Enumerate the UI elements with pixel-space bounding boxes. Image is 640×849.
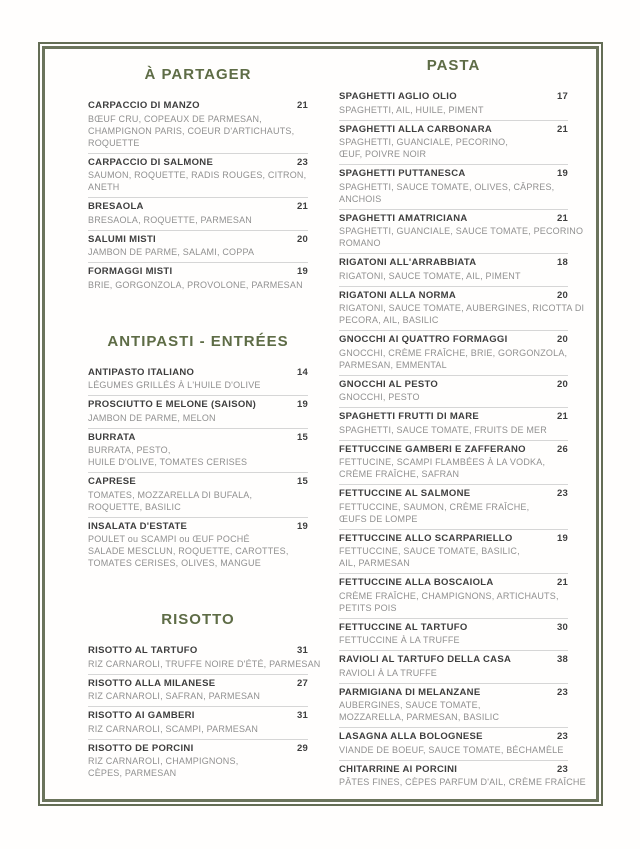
- item-description-line: VIANDE DE BOEUF, SAUCE TOMATE, BÉCHAMÈLE: [339, 744, 564, 755]
- item-description-line: LÉGUMES GRILLÉS À L'HUILE D'OLIVE: [88, 380, 261, 390]
- item-description-line: PÂTES FINES, CÈPES PARFUM D'AIL, CRÈME FRAÎCHE: [339, 777, 586, 787]
- item-name: BURRATA: [88, 431, 136, 443]
- item-description-line: CRÈME FRAÎCHE, SAFRAN: [339, 469, 460, 479]
- menu-item-row: [88, 476, 308, 489]
- item-description-line: RIZ CARNAROLI, SCAMPI, PARMESAN: [88, 723, 259, 734]
- item-description-line: RIZ CARNAROLI, CHAMPIGNONS,: [88, 756, 239, 766]
- item-price: 21: [557, 212, 568, 224]
- item-name: FETTUCCINE ALLA BOSCAIOLA: [339, 577, 494, 588]
- item-price: 15: [297, 431, 308, 443]
- item-name: RISOTTO DE PORCINI: [88, 742, 194, 754]
- item-description-line: AUBERGINES, SAUCE TOMATE,: [339, 700, 481, 710]
- menu-item: [88, 642, 321, 675]
- item-name: CARPACCIO DI SALMONE: [88, 156, 214, 168]
- item-description-line: CHAMPIGNON PARIS, COEUR D'ARTICHAUTS,: [88, 125, 295, 136]
- menu-item-row: [88, 432, 308, 445]
- menu-item: [88, 364, 308, 397]
- menu-item-row: [339, 533, 568, 546]
- item-description-line: RAVIOLI À LA TRUFFE: [339, 667, 437, 678]
- menu-item: [339, 728, 568, 761]
- item-price: 23: [557, 686, 568, 698]
- menu-item-row: [339, 379, 568, 392]
- section-title: ANTIPASTI - ENTRÉES: [107, 332, 289, 350]
- item-description-line: GNOCCHI, CRÈME FRAÎCHE, BRIE, GORGONZOLA,: [339, 347, 568, 358]
- item-price: 19: [297, 399, 308, 410]
- menu-item-row: [339, 91, 568, 104]
- item-name: CARPACCIO DI MANZO: [88, 100, 200, 111]
- item-price: 23: [557, 731, 568, 742]
- item-description-line: ANCHOIS: [339, 193, 382, 204]
- item-name: GNOCCHI AL PESTO: [339, 378, 439, 390]
- menu-item: [339, 121, 568, 166]
- menu-item: [88, 263, 308, 295]
- item-description-line: ŒUFS DE LOMPE: [339, 513, 418, 524]
- item-name: SPAGHETTI ALLA CARBONARA: [339, 123, 493, 135]
- item-name: RIGATONI ALL'ARRABBIATA: [339, 257, 477, 268]
- item-name: FETTUCCINE ALLO SCARPARIELLO: [339, 532, 513, 544]
- item-description-line: BURRATA, PESTO,: [88, 445, 171, 455]
- item-price: 18: [557, 257, 568, 268]
- menu-item: [88, 154, 308, 199]
- menu-item-row: [88, 367, 308, 380]
- menu-item-row: [88, 234, 308, 247]
- item-name: INSALATA D'ESTATE: [88, 520, 188, 532]
- item-description-line: FETTUCCINE, SAUMON, CRÈME FRAÎCHE,: [339, 501, 530, 512]
- item-description-line: HUILE D'OLIVE, TOMATES CERISES: [88, 457, 248, 467]
- item-description-line: FETTUCCINE À LA TRUFFE: [339, 635, 460, 645]
- item-description-line: BRESAOLA, ROQUETTE, PARMESAN: [88, 214, 252, 225]
- item-name: GNOCCHI AI QUATTRO FORMAGGI: [339, 334, 508, 345]
- item-description-line: RIGATONI, SAUCE TOMATE, AUBERGINES, RICOTTA DI: [339, 303, 585, 313]
- item-description-line: SPAGHETTI, AIL, HUILE, PIMENT: [339, 104, 484, 115]
- item-name: RISOTTO AI GAMBERI: [88, 710, 195, 721]
- menu-item-row: [88, 645, 308, 658]
- item-name: FETTUCCINE AL TARTUFO: [339, 621, 468, 633]
- menu-item: [339, 88, 568, 121]
- item-description-line: AIL, PARMESAN: [339, 558, 410, 568]
- menu-item-row: [339, 687, 568, 700]
- menu-item: [339, 761, 586, 793]
- item-description-line: TOMATES CERISES, OLIVES, MANGUE: [88, 558, 261, 568]
- menu-item-row: [339, 654, 568, 667]
- item-name: RAVIOLI AL TARTUFO DELLA CASA: [339, 654, 512, 665]
- item-name: BRESAOLA: [88, 201, 144, 212]
- item-description-line: JAMBON DE PARME, MELON: [88, 412, 216, 423]
- item-price: 19: [557, 168, 568, 179]
- item-description-line: BŒUF CRU, COPEAUX DE PARMESAN,: [88, 113, 262, 124]
- menu-section: [339, 55, 586, 792]
- menu-item-row: [339, 257, 568, 270]
- item-description-line: PARMESAN, EMMENTAL: [339, 359, 447, 370]
- item-description-line: RIZ CARNAROLI, SAFRAN, PARMESAN: [88, 691, 261, 701]
- menu-item-row: [88, 100, 308, 113]
- item-price: 20: [557, 334, 568, 345]
- menu-item: [339, 376, 568, 409]
- item-description-line: ROMANO: [339, 238, 381, 248]
- menu-item: [339, 408, 568, 441]
- menu-item: [339, 287, 585, 332]
- item-description-line: CRÈME FRAÎCHE, CHAMPIGNONS, ARTICHAUTS,: [339, 590, 559, 601]
- item-name: RIGATONI ALLA NORMA: [339, 289, 457, 301]
- item-name: SPAGHETTI FRUTTI DI MARE: [339, 411, 480, 422]
- menu-item-row: [88, 157, 308, 170]
- item-name: SPAGHETTI AGLIO OLIO: [339, 91, 457, 102]
- item-description-line: ROQUETTE, BASILIC: [88, 501, 181, 512]
- item-name: FORMAGGI MISTI: [88, 266, 173, 277]
- item-price: 29: [297, 742, 308, 754]
- menu-column-right: [339, 50, 586, 792]
- item-price: 23: [557, 763, 568, 775]
- menu-item: [339, 165, 568, 210]
- menu-item: [339, 574, 568, 619]
- menu-item-row: [339, 622, 568, 635]
- item-price: 17: [557, 91, 568, 102]
- menu-item: [88, 231, 308, 264]
- item-description-line: RIZ CARNAROLI, TRUFFE NOIRE D'ÉTÉ, PARMESAN: [88, 658, 321, 669]
- menu-item: [339, 684, 568, 729]
- item-name: RISOTTO AL TARTUFO: [88, 645, 198, 656]
- menu-item: [339, 441, 568, 486]
- item-description-line: FETTUCCINE, SAUCE TOMATE, BASILIC,: [339, 546, 520, 556]
- item-price: 23: [557, 488, 568, 499]
- item-name: PARMIGIANA DI MELANZANE: [339, 686, 481, 698]
- menu-item: [88, 675, 308, 708]
- item-description-line: CÈPES, PARMESAN: [88, 768, 177, 778]
- item-description-line: JAMBON DE PARME, SALAMI, COPPA: [88, 247, 255, 257]
- menu-section: [88, 331, 308, 574]
- item-price: 14: [297, 366, 308, 378]
- menu-item-row: [88, 678, 308, 691]
- menu-item-row: [339, 124, 568, 137]
- item-price: 30: [557, 621, 568, 633]
- item-price: 20: [557, 289, 568, 301]
- menu-column-left: [88, 50, 321, 792]
- item-description-line: ROQUETTE: [88, 137, 140, 148]
- menu-item: [339, 254, 568, 287]
- item-name: RISOTTO ALLA MILANESE: [88, 677, 216, 689]
- item-price: 20: [297, 233, 308, 245]
- item-description-line: MOZZARELLA, PARMESAN, BASILIC: [339, 712, 500, 722]
- menu-item-row: [88, 266, 308, 279]
- item-description-line: SPAGHETTI, GUANCIALE, SAUCE TOMATE, PECORINO: [339, 226, 584, 236]
- item-name: PROSCIUTTO E MELONE (SAISON): [88, 399, 257, 410]
- item-name: SPAGHETTI AMATRICIANA: [339, 212, 468, 224]
- menu-item: [88, 198, 308, 231]
- section-title: PASTA: [426, 57, 481, 74]
- menu-item-row: [339, 411, 568, 424]
- menu-item-row: [339, 213, 568, 226]
- item-description-line: SPAGHETTI, SAUCE TOMATE, FRUITS DE MER: [339, 424, 547, 435]
- menu-item-row: [88, 743, 308, 756]
- item-description-line: BRIE, GORGONZOLA, PROVOLONE, PARMESAN: [88, 279, 303, 290]
- item-description-line: PECORA, AIL, BASILIC: [339, 315, 439, 325]
- item-description-line: RIGATONI, SAUCE TOMATE, AIL, PIMENT: [339, 270, 521, 281]
- item-description-line: PETITS POIS: [339, 602, 397, 613]
- item-price: 21: [557, 577, 568, 588]
- menu-item: [339, 331, 568, 376]
- item-name: SALUMI MISTI: [88, 233, 156, 245]
- item-description-line: TOMATES, MOZZARELLA DI BUFALA,: [88, 489, 253, 500]
- section-title: RISOTTO: [161, 611, 235, 628]
- menu-item-row: [88, 399, 308, 412]
- item-description-line: GNOCCHI, PESTO: [339, 392, 420, 402]
- item-price: 23: [297, 156, 308, 168]
- menu-item-row: [88, 201, 308, 214]
- menu-item-row: [339, 444, 568, 457]
- item-description-line: POULET ou SCAMPI ou ŒUF POCHÉ: [88, 534, 250, 544]
- menu-item-row: [88, 521, 308, 534]
- item-name: FETTUCCINE GAMBERI E ZAFFERANO: [339, 443, 526, 455]
- menu-item-row: [339, 290, 568, 303]
- menu-item: [339, 530, 568, 575]
- item-name: CHITARRINE AI PORCINI: [339, 763, 458, 775]
- menu-item-row: [339, 764, 568, 777]
- menu-item: [88, 473, 308, 518]
- item-price: 21: [557, 411, 568, 422]
- item-price: 38: [557, 654, 568, 665]
- menu-item-row: [339, 334, 568, 347]
- menu-item-row: [339, 577, 568, 590]
- item-name: ANTIPASTO ITALIANO: [88, 366, 195, 378]
- menu-item: [339, 485, 568, 530]
- item-description-line: SPAGHETTI, SAUCE TOMATE, OLIVES, CÂPRES,: [339, 181, 555, 192]
- menu-item: [88, 518, 308, 574]
- menu-item: [88, 740, 308, 784]
- menu-item: [339, 619, 568, 652]
- menu-item: [88, 707, 308, 740]
- item-price: 27: [297, 677, 308, 689]
- menu-section: [88, 609, 321, 783]
- menu-item-row: [339, 731, 568, 744]
- item-price: 20: [557, 378, 568, 390]
- menu-content: [88, 50, 586, 792]
- menu-item: [339, 651, 568, 684]
- menu-section: [88, 64, 308, 295]
- menu-item-row: [88, 710, 308, 723]
- item-price: 21: [297, 100, 308, 111]
- item-price: 26: [557, 443, 568, 455]
- item-price: 31: [297, 645, 308, 656]
- item-name: SPAGHETTI PUTTANESCA: [339, 168, 466, 179]
- item-description-line: FETTUCINE, SCAMPI FLAMBÉES À LA VODKA,: [339, 457, 546, 467]
- item-description-line: ANETH: [88, 182, 120, 192]
- item-description-line: SALADE MESCLUN, ROQUETTE, CAROTTES,: [88, 546, 289, 556]
- section-title: À PARTAGER: [144, 66, 252, 83]
- menu-item: [339, 210, 584, 255]
- item-price: 19: [557, 532, 568, 544]
- item-price: 21: [557, 123, 568, 135]
- menu-item: [88, 396, 308, 429]
- item-description-line: ŒUF, POIVRE NOIR: [339, 149, 427, 159]
- item-name: CAPRESE: [88, 476, 137, 487]
- item-name: FETTUCCINE AL SALMONE: [339, 488, 471, 499]
- item-price: 19: [297, 520, 308, 532]
- menu-item: [88, 97, 308, 154]
- item-price: 15: [297, 476, 308, 487]
- item-price: 31: [297, 710, 308, 721]
- item-price: 19: [297, 266, 308, 277]
- item-name: LASAGNA ALLA BOLOGNESE: [339, 731, 483, 742]
- menu-item-row: [339, 168, 568, 181]
- item-description-line: SPAGHETTI, GUANCIALE, PECORINO,: [339, 137, 509, 147]
- menu-item-row: [339, 488, 568, 501]
- menu-item: [88, 429, 308, 474]
- item-price: 21: [297, 201, 308, 212]
- item-description-line: SAUMON, ROQUETTE, RADIS ROUGES, CITRON,: [88, 170, 307, 180]
